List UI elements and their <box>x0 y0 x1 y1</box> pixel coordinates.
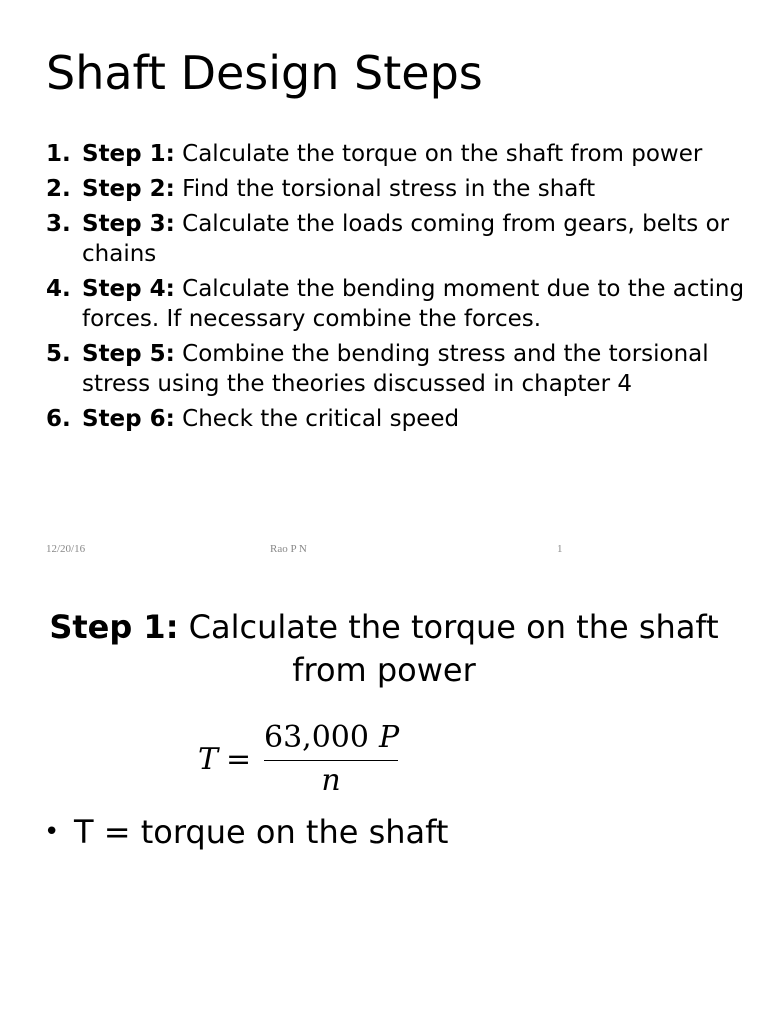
formula-numerator <box>264 720 398 756</box>
slide-title <box>30 606 738 692</box>
step-number: 6. <box>46 406 71 432</box>
step-item <box>46 174 746 204</box>
footer-page-number: 1 <box>557 543 563 555</box>
step-label: Step 4: <box>82 276 175 302</box>
fraction-bar <box>264 760 398 761</box>
bullet-text: T = torque on the shaft <box>74 813 449 851</box>
step-text: Combine the bending stress and the torsional stress using the theories discussed in chapter 4 <box>82 341 709 397</box>
step-text: Check the critical speed <box>182 406 460 432</box>
step-item <box>46 209 746 269</box>
step-item <box>46 274 746 334</box>
footer-author: Rao P N <box>270 543 307 555</box>
step-label: Step 6: <box>82 406 175 432</box>
formula-constant: 63,000 <box>264 720 369 755</box>
step-number: 4. <box>46 276 71 302</box>
slide-title: Shaft Design Steps <box>46 46 483 100</box>
title-step-label: Step 1: <box>49 608 179 646</box>
step-text: Calculate the torque on the shaft from power <box>182 141 703 167</box>
formula-variable-t: T <box>198 742 219 777</box>
step-text: Calculate the bending moment due to the acting forces. If necessary combine the forces. <box>82 276 745 332</box>
list-item <box>44 812 448 852</box>
definition-list <box>44 812 448 852</box>
step-label: Step 2: <box>82 176 175 202</box>
step-number: 2. <box>46 176 71 202</box>
step-number: 5. <box>46 341 71 367</box>
step-item <box>46 339 746 399</box>
steps-list <box>46 139 746 439</box>
footer-date: 12/20/16 <box>46 543 86 555</box>
formula-variable-p: P <box>378 720 400 755</box>
step-number: 3. <box>46 211 71 237</box>
step-item <box>46 404 746 434</box>
step-text: Calculate the loads coming from gears, belts or chains <box>82 211 730 267</box>
step-text: Find the torsional stress in the shaft <box>182 176 596 202</box>
slide-2 <box>0 576 768 1024</box>
formula-denominator: n <box>321 763 341 798</box>
step-label: Step 1: <box>82 141 175 167</box>
step-label: Step 3: <box>82 211 175 237</box>
formula-equals: = <box>226 742 252 777</box>
step-number: 1. <box>46 141 71 167</box>
step-label: Step 5: <box>82 341 175 367</box>
step-item <box>46 139 746 169</box>
title-text: Calculate the torque on the shaft from power <box>188 608 719 689</box>
bullet-icon: • <box>44 817 60 847</box>
formula-fraction <box>264 720 398 799</box>
formula-lhs <box>198 742 251 777</box>
